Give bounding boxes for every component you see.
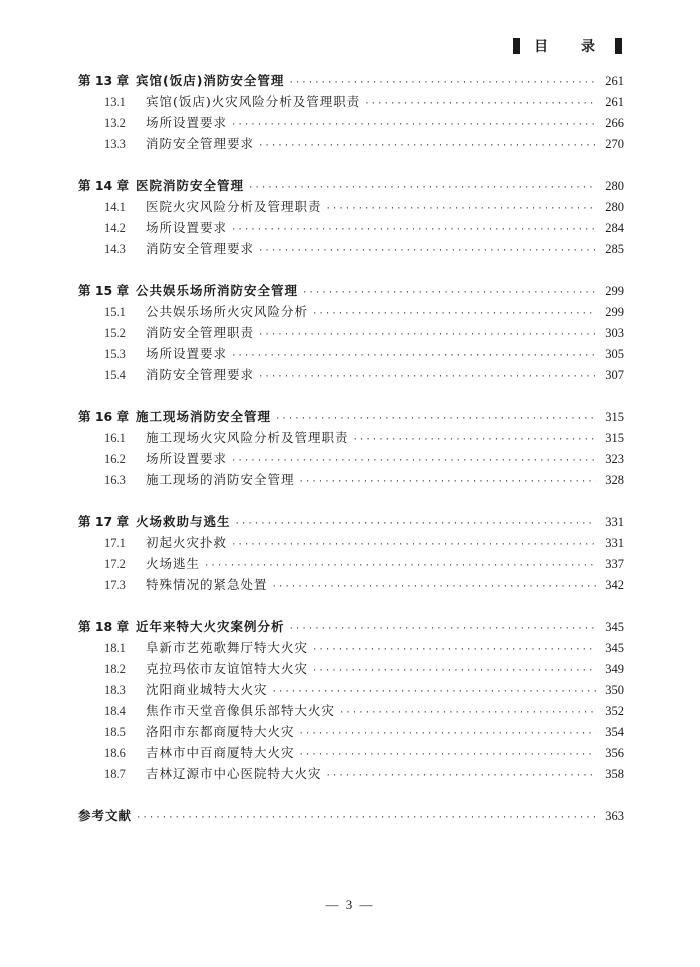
toc-chapter-entry[interactable] <box>78 511 624 532</box>
toc-chapter-entry[interactable] <box>78 175 624 196</box>
section-title: 消防安全管理要求 <box>146 367 255 382</box>
chapter-spacer <box>78 154 624 175</box>
toc-section-entry[interactable] <box>78 469 624 490</box>
section-page-number: 280 <box>605 200 624 214</box>
dot-leader <box>326 766 596 787</box>
toc-section-entry[interactable] <box>78 133 624 154</box>
chapter-title: 施工现场消防安全管理 <box>136 409 272 424</box>
section-title: 消防安全管理职责 <box>146 325 255 340</box>
section-page-number: 284 <box>605 221 624 235</box>
chapter-page-number: 331 <box>605 515 624 529</box>
dot-leader <box>302 283 596 304</box>
toc-section-entry[interactable] <box>78 721 624 742</box>
chapter-page-number: 261 <box>605 74 624 88</box>
section-number: 18.3 <box>104 683 126 697</box>
toc-chapter-entry[interactable] <box>78 70 624 91</box>
section-page-number: 261 <box>605 95 624 109</box>
section-page-number: 328 <box>605 473 624 487</box>
section-title: 场所设置要求 <box>146 451 228 466</box>
section-number: 17.1 <box>104 536 126 550</box>
toc-section-entry[interactable] <box>78 763 624 784</box>
section-page-number: 270 <box>605 137 624 151</box>
dot-leader <box>339 703 596 724</box>
dot-leader <box>312 304 596 325</box>
section-title: 消防安全管理要求 <box>146 241 255 256</box>
chapter-number: 第 16 章 <box>78 409 130 424</box>
dot-leader <box>299 724 596 745</box>
dot-leader <box>312 640 596 661</box>
toc-section-entry[interactable] <box>78 532 624 553</box>
chapter-page-number: 363 <box>605 809 624 823</box>
section-title: 火场逃生 <box>146 556 201 571</box>
section-page-number: 349 <box>605 662 624 676</box>
section-page-number: 285 <box>605 242 624 256</box>
section-title: 医院火灾风险分析及管理职责 <box>146 199 322 214</box>
chapter-number: 第 13 章 <box>78 73 130 88</box>
section-number: 13.1 <box>104 95 126 109</box>
section-number: 16.3 <box>104 473 126 487</box>
section-title: 吉林市中百商厦特大火灾 <box>146 745 295 760</box>
section-title: 洛阳市东都商厦特大火灾 <box>146 724 295 739</box>
chapter-spacer <box>78 595 624 616</box>
section-page-number: 303 <box>605 326 624 340</box>
header-title: 目 录 <box>534 39 609 55</box>
section-page-number: 315 <box>605 431 624 445</box>
toc-section-entry[interactable] <box>78 553 624 574</box>
toc-section-entry[interactable] <box>78 364 624 385</box>
dot-leader <box>231 346 596 367</box>
section-title: 场所设置要求 <box>146 220 228 235</box>
toc-section-entry[interactable] <box>78 343 624 364</box>
section-title: 吉林辽源市中心医院特大火灾 <box>146 766 322 781</box>
toc-section-entry[interactable] <box>78 112 624 133</box>
section-number: 18.4 <box>104 704 126 718</box>
section-number: 18.7 <box>104 767 126 781</box>
section-title: 阜新市艺苑歌舞厅特大火灾 <box>146 640 309 655</box>
dot-leader <box>364 94 596 115</box>
toc-section-entry[interactable] <box>78 574 624 595</box>
section-title: 特殊情况的紧急处置 <box>146 577 268 592</box>
section-page-number: 358 <box>605 767 624 781</box>
section-number: 14.1 <box>104 200 126 214</box>
section-page-number: 331 <box>605 536 624 550</box>
dot-leader <box>258 367 596 388</box>
dot-leader <box>231 115 596 136</box>
toc-section-entry[interactable] <box>78 700 624 721</box>
section-number: 13.3 <box>104 137 126 151</box>
header-bar-right <box>615 38 622 54</box>
section-page-number: 352 <box>605 704 624 718</box>
section-number: 14.2 <box>104 221 126 235</box>
section-page-number: 305 <box>605 347 624 361</box>
dot-leader <box>231 535 596 556</box>
dot-leader <box>299 472 596 493</box>
toc-section-entry[interactable] <box>78 742 624 763</box>
chapter-title: 宾馆(饭店)消防安全管理 <box>136 73 285 88</box>
toc-section-entry[interactable] <box>78 322 624 343</box>
section-title: 克拉玛依市友谊馆特大火灾 <box>146 661 309 676</box>
section-number: 15.3 <box>104 347 126 361</box>
dot-leader <box>258 241 596 262</box>
section-number: 15.4 <box>104 368 126 382</box>
section-title: 焦作市天堂音像俱乐部特大火灾 <box>146 703 336 718</box>
section-number: 15.1 <box>104 305 126 319</box>
dot-leader <box>136 808 596 829</box>
running-header <box>513 36 622 56</box>
section-page-number: 350 <box>605 683 624 697</box>
toc-chapter-entry[interactable] <box>78 406 624 427</box>
header-bar-left <box>513 38 520 54</box>
toc-section-entry[interactable] <box>78 196 624 217</box>
toc-section-entry[interactable] <box>78 301 624 322</box>
chapter-title: 火场救助与逃生 <box>136 514 231 529</box>
dot-leader <box>235 514 596 535</box>
chapter-spacer <box>78 490 624 511</box>
section-number: 18.5 <box>104 725 126 739</box>
section-page-number: 342 <box>605 578 624 592</box>
section-number: 16.1 <box>104 431 126 445</box>
chapter-title: 近年来特大火灾案例分析 <box>136 619 285 634</box>
dot-leader <box>326 199 596 220</box>
section-page-number: 356 <box>605 746 624 760</box>
section-page-number: 354 <box>605 725 624 739</box>
section-page-number: 266 <box>605 116 624 130</box>
section-page-number: 345 <box>605 641 624 655</box>
section-number: 15.2 <box>104 326 126 340</box>
toc-section-entry[interactable] <box>78 658 624 679</box>
section-page-number: 299 <box>605 305 624 319</box>
dot-leader <box>231 220 596 241</box>
toc-section-entry[interactable] <box>78 637 624 658</box>
section-title: 消防安全管理要求 <box>146 136 255 151</box>
chapter-page-number: 345 <box>605 620 624 634</box>
toc-section-entry[interactable] <box>78 448 624 469</box>
table-of-contents <box>78 70 624 826</box>
toc-references-entry[interactable] <box>78 805 624 826</box>
section-number: 17.2 <box>104 557 126 571</box>
dot-leader <box>312 661 596 682</box>
section-number: 17.3 <box>104 578 126 592</box>
chapter-number: 第 18 章 <box>78 619 130 634</box>
toc-section-entry[interactable] <box>78 217 624 238</box>
chapter-number: 第 17 章 <box>78 514 130 529</box>
chapter-spacer <box>78 784 624 805</box>
dot-leader <box>272 577 596 598</box>
toc-chapter-entry[interactable] <box>78 616 624 637</box>
dot-leader <box>258 325 596 346</box>
chapter-number: 第 15 章 <box>78 283 130 298</box>
chapter-title: 参考文献 <box>78 808 133 823</box>
toc-section-entry[interactable] <box>78 238 624 259</box>
section-number: 16.2 <box>104 452 126 466</box>
section-title: 场所设置要求 <box>146 115 228 130</box>
chapter-title: 医院消防安全管理 <box>136 178 245 193</box>
chapter-page-number: 280 <box>605 179 624 193</box>
section-page-number: 337 <box>605 557 624 571</box>
section-number: 18.6 <box>104 746 126 760</box>
section-number: 13.2 <box>104 116 126 130</box>
chapter-number: 第 14 章 <box>78 178 130 193</box>
chapter-spacer <box>78 385 624 406</box>
dot-leader <box>258 136 596 157</box>
section-page-number: 323 <box>605 452 624 466</box>
chapter-title: 公共娱乐场所消防安全管理 <box>136 283 299 298</box>
page-number: — 3 — <box>325 897 375 912</box>
toc-section-entry[interactable] <box>78 679 624 700</box>
chapter-page-number: 299 <box>605 284 624 298</box>
dot-leader <box>289 619 596 640</box>
section-number: 18.1 <box>104 641 126 655</box>
toc-chapter-entry[interactable] <box>78 280 624 301</box>
section-number: 18.2 <box>104 662 126 676</box>
section-title: 沈阳商业城特大火灾 <box>146 682 268 697</box>
section-title: 场所设置要求 <box>146 346 228 361</box>
section-page-number: 307 <box>605 368 624 382</box>
section-title: 宾馆(饭店)火灾风险分析及管理职责 <box>146 94 361 109</box>
section-number: 14.3 <box>104 242 126 256</box>
toc-section-entry[interactable] <box>78 91 624 112</box>
dot-leader <box>299 745 596 766</box>
chapter-spacer <box>78 259 624 280</box>
section-title: 施工现场火灾风险分析及管理职责 <box>146 430 349 445</box>
section-title: 施工现场的消防安全管理 <box>146 472 295 487</box>
section-title: 初起火灾扑救 <box>146 535 228 550</box>
section-title: 公共娱乐场所火灾风险分析 <box>146 304 309 319</box>
chapter-page-number: 315 <box>605 410 624 424</box>
dot-leader <box>353 430 596 451</box>
toc-section-entry[interactable] <box>78 427 624 448</box>
